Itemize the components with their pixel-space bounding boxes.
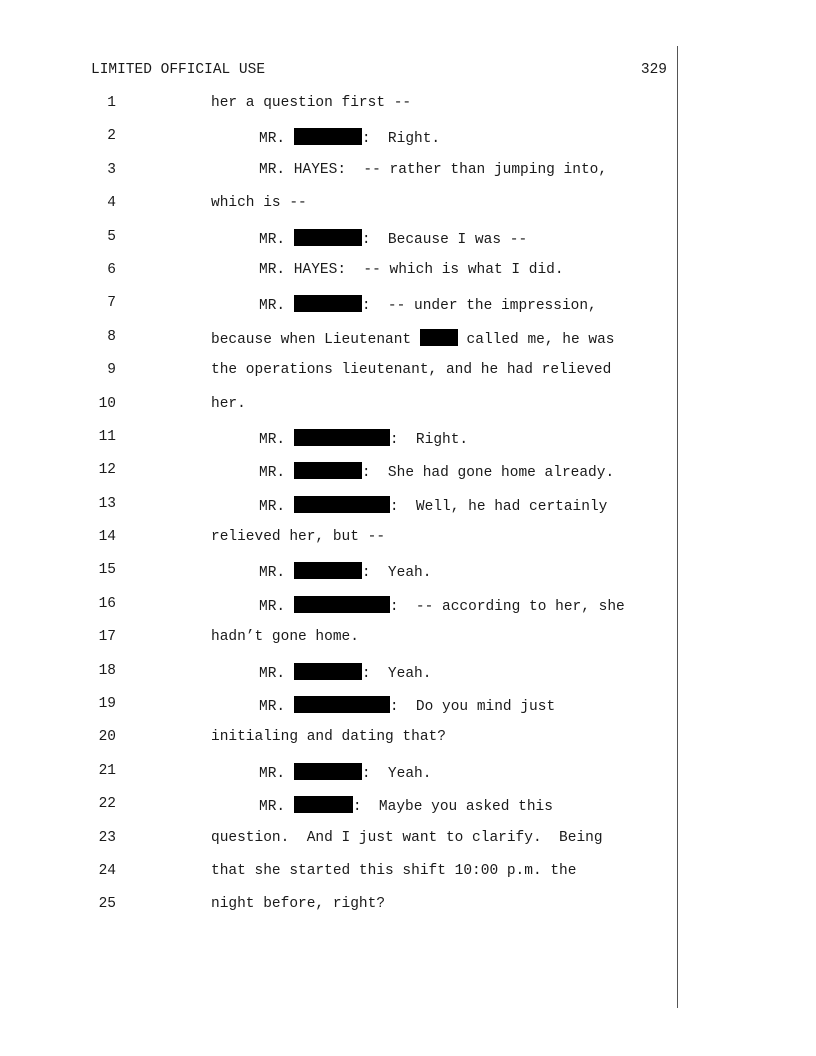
line-text: relieved her, but -- [211,529,386,546]
transcript-line [0,422,816,455]
line-number: 9 [107,362,116,379]
line-text: MR. HAYES: -- which is what I did. [259,261,564,278]
transcript-line [0,722,816,755]
transcript-line [0,355,816,388]
line-number: 5 [107,228,116,245]
redaction-box [294,429,390,446]
transcript-line [0,322,816,355]
line-number: 1 [107,95,116,111]
line-text: MR. : Maybe you asked this [259,796,553,815]
line-text: MR. : Because I was -- [259,229,527,248]
line-text: MR. : -- under the impression, [259,295,597,314]
transcript-line [0,455,816,488]
page-number: 329 [640,62,667,78]
redaction-box [294,796,353,813]
transcript-line [0,288,816,321]
redaction-box [294,128,362,145]
line-number: 22 [98,796,116,813]
line-text: MR. : Yeah. [259,763,431,782]
transcript-line [0,889,816,922]
classification-header: LIMITED OFFICIAL USE [91,62,266,78]
line-number: 12 [98,462,116,479]
transcript-line [0,522,816,555]
line-text: because when Lieutenant called me, he was [211,329,614,348]
redaction-box [294,562,362,579]
transcript-line [0,589,816,622]
line-number: 21 [98,762,116,779]
line-number: 15 [98,562,116,579]
line-text: question. And I just want to clarify. Being [211,829,603,846]
line-number: 6 [107,261,116,278]
line-text: the operations lieutenant, and he had relieved [211,362,612,379]
line-number: 16 [98,595,116,612]
line-number: 2 [107,128,116,145]
line-text: MR. : Right. [259,429,468,448]
line-number: 4 [107,195,116,212]
transcript-line [0,121,816,154]
line-text: MR. : Yeah. [259,562,431,581]
redaction-box [294,596,390,613]
transcript-line [0,823,816,856]
line-text: MR. : Do you mind just [259,696,555,715]
line-text: night before, right? [211,896,386,913]
transcript-line [0,622,816,655]
line-text: MR. : Yeah. [259,663,431,682]
line-text: MR. : She had gone home already. [259,462,614,481]
transcript-line [0,555,816,588]
transcript-line [0,656,816,689]
redaction-box [294,462,362,479]
redaction-box [420,329,458,346]
transcript-line [0,155,816,188]
line-number: 25 [98,896,116,913]
line-text: which is -- [211,195,307,212]
line-number: 3 [107,161,116,178]
line-number: 23 [98,829,116,846]
line-number: 10 [98,395,116,412]
line-number: 11 [98,428,116,445]
line-number: 19 [98,696,116,713]
transcript-line [0,789,816,822]
transcript-line [0,489,816,522]
transcript-line [0,222,816,255]
transcript-line [0,389,816,422]
line-text: her. [211,395,246,412]
line-number: 24 [98,862,116,879]
transcript-line [0,88,816,121]
line-number: 20 [98,729,116,746]
line-text: MR. : -- according to her, she [259,596,625,615]
transcript-line [0,856,816,889]
line-number: 17 [98,629,116,646]
line-text: MR. : Right. [259,128,440,147]
transcript-body [0,88,816,923]
line-number: 14 [98,529,116,546]
redaction-box [294,496,390,513]
redaction-box [294,295,362,312]
redaction-box [294,696,390,713]
transcript-line [0,188,816,221]
line-number: 13 [98,495,116,512]
line-number: 7 [107,295,116,312]
line-text: hadn’t gone home. [211,629,359,646]
redaction-box [294,663,362,680]
line-text: that she started this shift 10:00 p.m. the [211,862,577,879]
line-number: 8 [107,328,116,345]
redaction-box [294,229,362,246]
transcript-line [0,255,816,288]
line-text: her a question first -- [211,95,412,111]
line-number: 18 [98,662,116,679]
line-text: MR. : Well, he had certainly [259,496,607,515]
redaction-box [294,763,362,780]
transcript-line [0,689,816,722]
line-text: MR. HAYES: -- rather than jumping into, [259,161,608,178]
transcript-line [0,756,816,789]
line-text: initialing and dating that? [211,729,446,746]
